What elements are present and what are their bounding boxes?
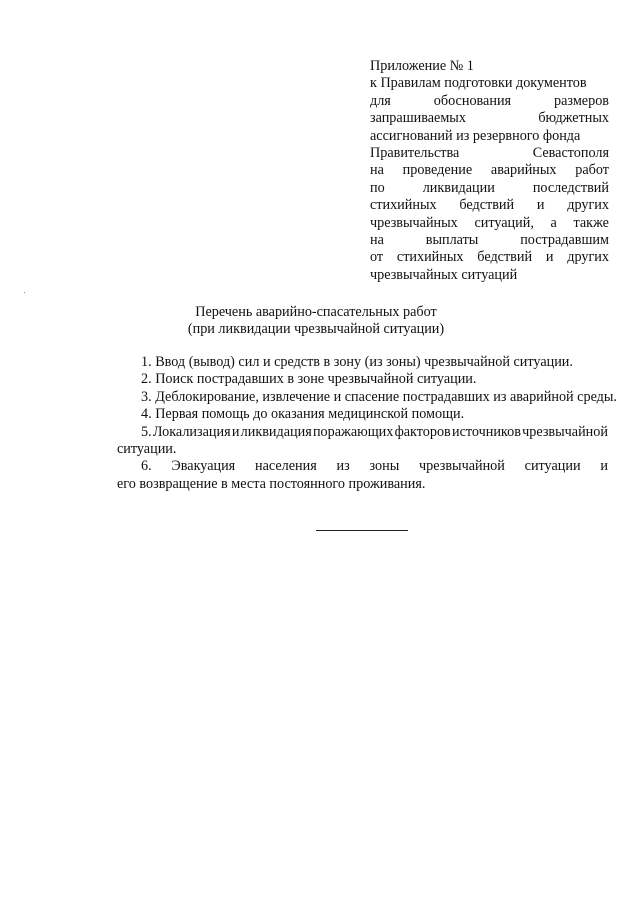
appendix-line	[370, 180, 609, 197]
appendix-line	[370, 215, 609, 232]
word: Локализация	[152, 423, 231, 440]
list-item: 1. Ввод (вывод) сил и средств в зону (из зоны) чрезвычайной ситуации.	[141, 354, 573, 370]
appendix-line	[370, 249, 609, 266]
word: проведение	[402, 162, 473, 179]
word: других	[567, 249, 609, 266]
word: других	[567, 197, 609, 214]
word: выплаты	[425, 232, 479, 249]
scan-speck	[24, 292, 25, 293]
word: и	[536, 197, 545, 214]
list-item	[117, 424, 608, 459]
list-item-line: его возвращение в места постоянного проживания.	[117, 475, 426, 492]
word: факторов	[394, 423, 451, 440]
appendix-line	[370, 93, 609, 110]
word: стихийных	[370, 197, 437, 214]
list-item: 4. Первая помощь до оказания медицинской помощи.	[141, 406, 465, 423]
word: также	[573, 214, 609, 231]
word: для	[370, 92, 391, 109]
word: и	[600, 458, 608, 475]
word: ситуаций,	[474, 214, 534, 231]
list-item-line	[117, 458, 608, 475]
word: обоснования	[433, 92, 512, 109]
word: зоны	[369, 458, 400, 475]
appendix-line	[370, 145, 609, 162]
appendix-line	[370, 110, 609, 127]
word: размеров	[554, 92, 609, 109]
word: чрезвычайной	[419, 458, 505, 475]
word: по	[370, 179, 385, 196]
list-item-line: 3. Деблокирование, извлечение и спасение пострадавших из аварийной среды.	[141, 388, 617, 405]
appendix-line	[370, 162, 609, 179]
appendix-line: к Правилам подготовки документов	[370, 75, 587, 92]
word: ликвидации	[422, 179, 495, 196]
word: чрезвычайной	[522, 423, 608, 440]
word: и	[545, 249, 554, 266]
heading-title: Перечень аварийно-спасательных работ	[195, 304, 437, 320]
list-heading	[0, 304, 632, 339]
word: бедствий	[459, 197, 515, 214]
word: от	[370, 249, 384, 266]
word: ликвидация	[240, 423, 312, 440]
appendix-line: ассигнований из резервного фонда	[370, 127, 581, 144]
list-item-line	[117, 424, 608, 441]
word: бюджетных	[538, 110, 609, 127]
word: чрезвычайных	[370, 214, 458, 231]
word: последствий	[532, 179, 609, 196]
end-rule	[316, 530, 408, 531]
word: источников	[451, 423, 521, 440]
word: населения	[254, 458, 317, 475]
word: на	[370, 162, 384, 179]
word: а	[550, 214, 557, 231]
list-item	[117, 458, 608, 493]
appendix-line	[370, 232, 609, 249]
word: бедствий	[477, 249, 533, 266]
word: стихийных	[396, 249, 464, 266]
word: аварийных	[490, 162, 557, 179]
word: Севастополя	[532, 145, 609, 162]
word: на	[370, 232, 384, 249]
word: запрашиваемых	[370, 110, 466, 127]
word: поражающих	[312, 423, 394, 440]
work-items-list	[117, 354, 617, 493]
word: Правительства	[370, 145, 460, 162]
word: из	[336, 458, 350, 475]
word: и	[231, 423, 240, 440]
word: работ	[575, 162, 609, 179]
appendix-block	[370, 58, 609, 284]
word: пострадавшим	[520, 232, 609, 249]
list-item-line: ситуации.	[117, 441, 177, 458]
appendix-line	[370, 197, 609, 214]
word: Эвакуация	[171, 458, 236, 475]
list-item	[117, 388, 617, 406]
heading-subtitle: (при ликвидации чрезвычайной ситуации)	[187, 321, 445, 338]
appendix-line: чрезвычайных ситуаций	[370, 266, 518, 283]
appendix-line-number: Приложение № 1	[370, 58, 474, 74]
list-item: 2. Поиск пострадавших в зоне чрезвычайной ситуации.	[141, 371, 477, 388]
word: 5.	[141, 423, 152, 440]
word: 6.	[141, 458, 152, 475]
word: ситуации	[524, 458, 581, 475]
